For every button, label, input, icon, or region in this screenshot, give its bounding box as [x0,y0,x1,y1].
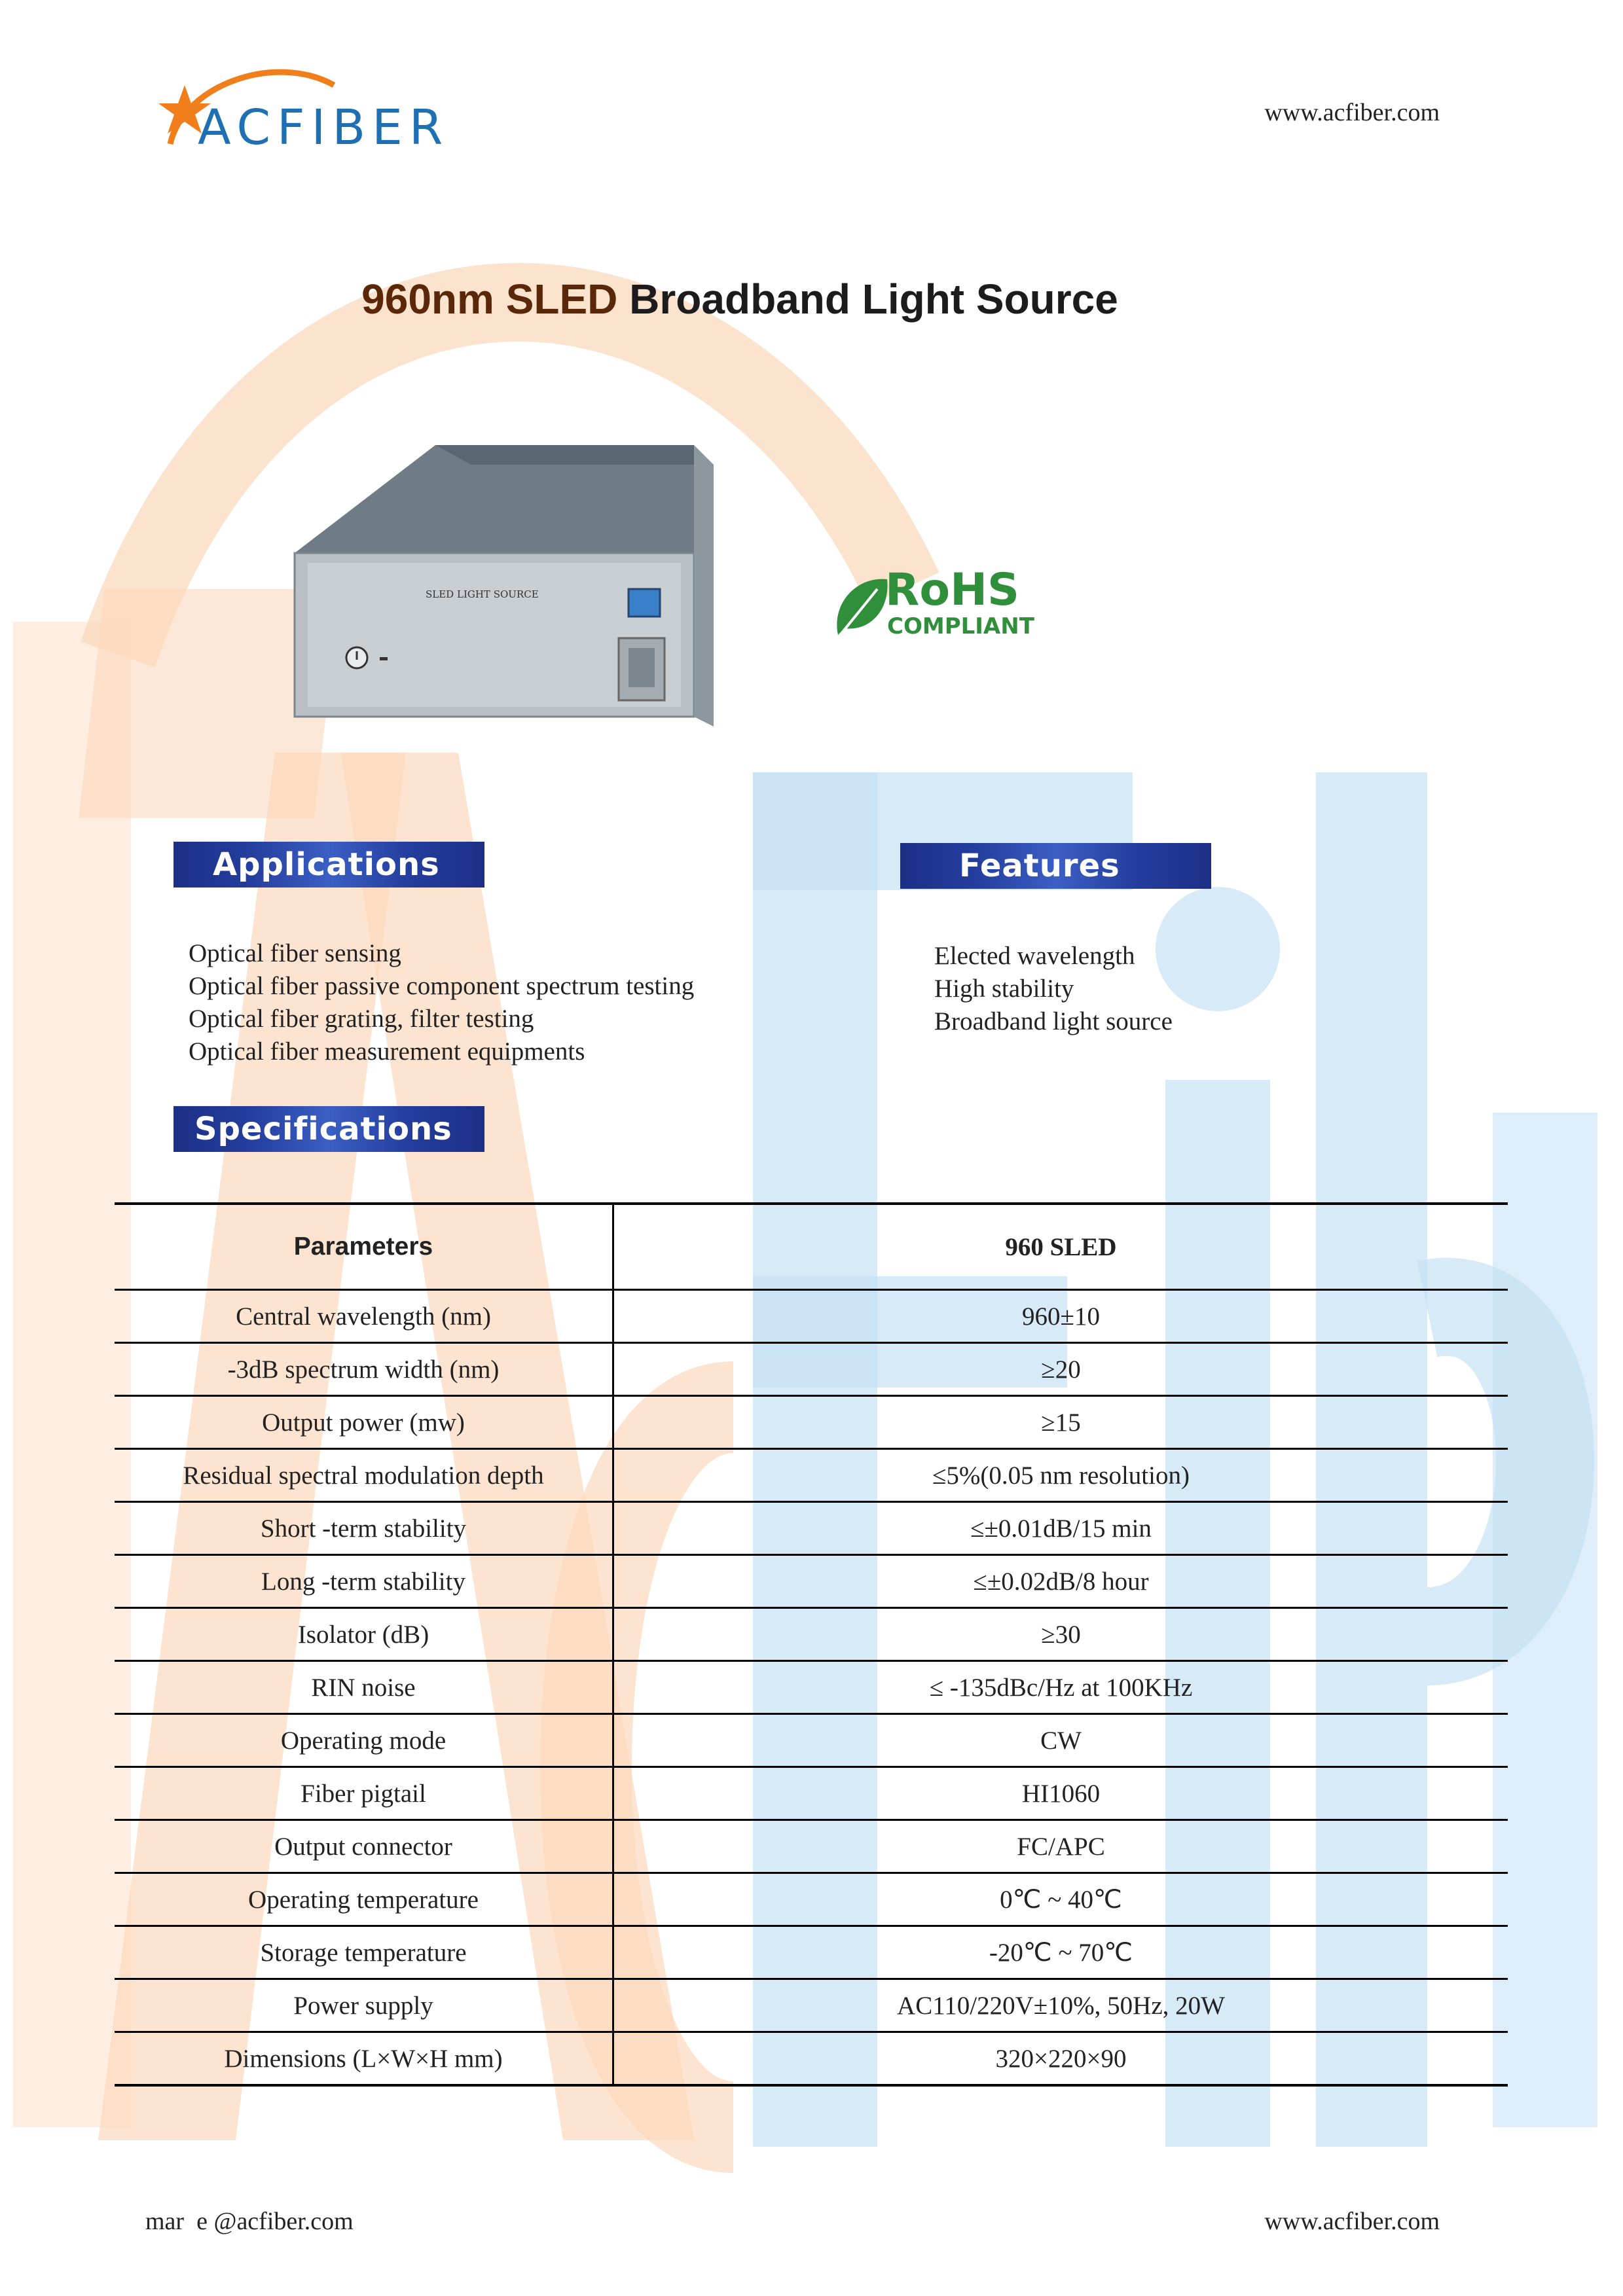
table-row [115,1979,1508,2032]
param-cell: Storage temperature [115,1926,613,1979]
column-header-parameters: Parameters [115,1204,613,1290]
list-item: High stability [934,975,1074,1003]
table-row [115,1873,1508,1926]
title-rest: Broadband Light Source [617,276,1118,323]
applications-list [189,937,694,1068]
value-cell: ≤±0.02dB/8 hour [613,1555,1508,1608]
acfiber-logo [144,59,484,170]
logo-text: ACFIBER [198,99,450,156]
value-cell: ≤±0.01dB/15 min [613,1502,1508,1555]
param-cell: Isolator (dB) [115,1608,613,1661]
param-cell: Central wavelength (nm) [115,1290,613,1343]
param-cell: Output power (mw) [115,1396,613,1449]
value-cell: -20℃ ~ 70℃ [613,1926,1508,1979]
rohs-badge [831,563,1041,641]
value-cell: 320×220×90 [613,2032,1508,2086]
features-list [934,940,1173,1038]
list-item: Optical fiber grating, filter testing [189,1005,534,1033]
table-row [115,1767,1508,1820]
param-cell: Operating temperature [115,1873,613,1926]
value-cell: ≥30 [613,1608,1508,1661]
table-row [115,1290,1508,1343]
param-cell: Long -term stability [115,1555,613,1608]
value-cell: ≥20 [613,1343,1508,1396]
param-cell: Residual spectral modulation depth [115,1449,613,1502]
param-cell: Output connector [115,1820,613,1873]
website-url-header[interactable]: www.acfiber.com [1264,99,1440,126]
list-item: Optical fiber passive component spectrum testing [189,972,695,1000]
list-item: Broadband light source [934,1007,1173,1035]
title-accent: 960nm SLED [361,276,618,323]
list-item: Optical fiber sensing [189,939,401,967]
value-cell: 960±10 [613,1290,1508,1343]
table-row [115,1502,1508,1555]
table-row [115,1661,1508,1714]
table-row [115,2032,1508,2086]
column-header-960-sled: 960 SLED [613,1204,1508,1290]
value-cell: ≤5%(0.05 nm resolution) [613,1449,1508,1502]
value-cell: ≤ -135dBc/Hz at 100KHz [613,1661,1508,1714]
param-cell: RIN noise [115,1661,613,1714]
table-row [115,1820,1508,1873]
value-cell: CW [613,1714,1508,1767]
list-item: Optical fiber measurement equipments [189,1037,585,1066]
table-row [115,1396,1508,1449]
features-heading: Features [900,843,1211,889]
table-row [115,1714,1508,1767]
param-cell: Short -term stability [115,1502,613,1555]
value-cell: FC/APC [613,1820,1508,1873]
specifications-table [115,1202,1508,2087]
panel-label: SLED LIGHT SOURCE [426,588,539,600]
param-cell: -3dB spectrum width (nm) [115,1343,613,1396]
value-cell: 0℃ ~ 40℃ [613,1873,1508,1926]
page-title [0,275,1480,323]
product-image [282,406,733,733]
value-cell: AC110/220V±10%, 50Hz, 20W [613,1979,1508,2032]
rohs-title: RoHS [885,564,1019,616]
table-row [115,1343,1508,1396]
list-item: Elected wavelength [934,942,1135,970]
footer-email[interactable]: mar e @acfiber.com [145,2208,354,2235]
param-cell: Power supply [115,1979,613,2032]
rohs-compliant: COMPLIANT [887,613,1034,639]
value-cell: HI1060 [613,1767,1508,1820]
table-row [115,1608,1508,1661]
specifications-heading: Specifications [173,1106,484,1152]
website-url-footer[interactable]: www.acfiber.com [1264,2208,1440,2235]
table-row [115,1449,1508,1502]
table-row [115,1555,1508,1608]
param-cell: Dimensions (L×W×H mm) [115,2032,613,2086]
applications-heading: Applications [173,842,484,888]
table-row [115,1926,1508,1979]
param-cell: Operating mode [115,1714,613,1767]
value-cell: ≥15 [613,1396,1508,1449]
param-cell: Fiber pigtail [115,1767,613,1820]
table-header-row [115,1204,1508,1290]
